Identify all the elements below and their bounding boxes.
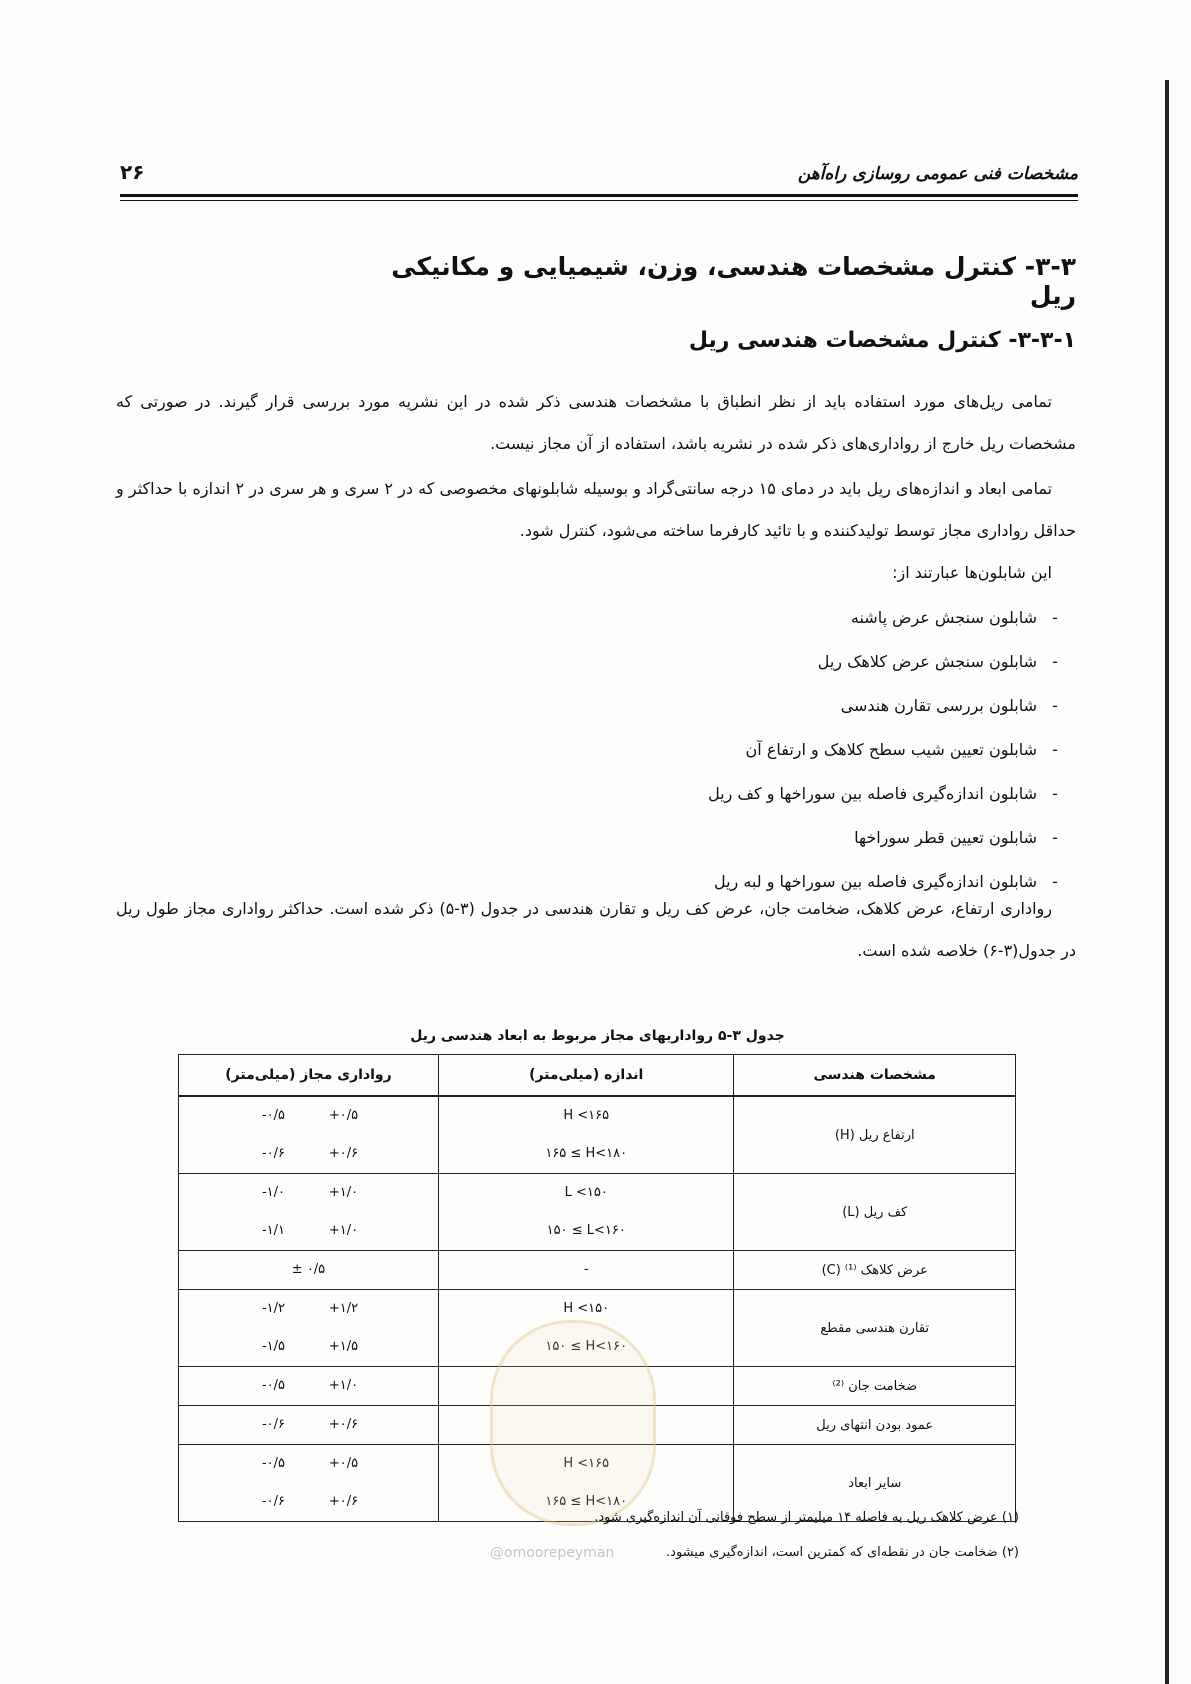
watermark-text: @omoorepeyman: [490, 1545, 615, 1561]
cell-size: [438, 1251, 733, 1290]
header-spec: مشخصات هندسی: [734, 1055, 1016, 1097]
size-value: H <۱۵۰: [563, 1301, 610, 1316]
tolerance-line: [179, 1445, 438, 1483]
header-size: اندازه (میلی‌متر): [438, 1055, 733, 1097]
tolerance-line: [179, 1406, 438, 1444]
tolerance-line: [179, 1212, 438, 1250]
cell-spec: عمود بودن انتهای ریل: [734, 1406, 1016, 1445]
running-title: مشخصات فنی عمومی روسازی راه‌آهن: [797, 164, 1078, 184]
tolerance-line: [179, 1290, 438, 1328]
cell-tolerance: [179, 1096, 439, 1174]
size-value: H <۱۶۵: [563, 1456, 610, 1471]
list-bullet: -: [1052, 828, 1058, 847]
cell-spec: تقارن هندسی مقطع: [734, 1290, 1016, 1367]
cell-spec: عرض کلاهک ⁽¹⁾ (C): [734, 1251, 1016, 1290]
size-value: ۱۶۵ ≤ H<۱۸۰: [545, 1494, 628, 1509]
tolerance-value: -۰/۵: [261, 1456, 285, 1471]
list-bullet: -: [1052, 784, 1058, 803]
paragraph-2: [116, 468, 1076, 552]
tolerance-value: -۰/۶: [261, 1417, 285, 1432]
tolerance-value: +۰/۶: [328, 1494, 359, 1509]
list-bullet: -: [1052, 740, 1058, 759]
tolerance-value: -۱/۲: [261, 1301, 285, 1316]
watermark-seal: [490, 1320, 656, 1526]
header-tolerance: رواداری مجاز (میلی‌متر): [179, 1055, 439, 1097]
tolerance-value: -۰/۵: [261, 1378, 285, 1393]
page-header: [120, 160, 1078, 208]
cell-size: [438, 1174, 733, 1251]
size-value: H <۱۶۵: [563, 1108, 610, 1123]
cell-tolerance: [179, 1367, 439, 1406]
tolerance-value: -۰/۵: [261, 1108, 285, 1123]
tolerance-value: -۱/۰: [261, 1185, 285, 1200]
paragraph-4: [116, 888, 1076, 972]
cell-spec: ارتفاع ریل (H): [734, 1096, 1016, 1174]
tolerance-value: +۰/۶: [328, 1146, 359, 1161]
templates-list: [373, 596, 1073, 904]
tolerance-value: +۱/۰: [328, 1378, 359, 1393]
section-title: ۳-۳- کنترل مشخصات هندسی، وزن، شیمیایی و مکانیکی ریل: [391, 252, 1076, 310]
cell-spec: سایر ابعاد: [734, 1445, 1016, 1522]
list-item: [373, 816, 1073, 860]
tolerance-value: +۰/۵: [328, 1456, 359, 1471]
tolerance-value: +۱/۰: [328, 1223, 359, 1238]
tolerance-value: +۱/۲: [328, 1301, 359, 1316]
subsection-title: ۳-۳-۱- کنترل مشخصات هندسی ریل: [688, 328, 1076, 353]
list-item-text: شابلون اندازه‌گیری فاصله بین سوراخها و کف ریل: [708, 784, 1037, 803]
cell-tolerance: [179, 1406, 439, 1445]
page-edge-bar: [1165, 80, 1169, 1684]
page-number: ۲۶: [120, 160, 145, 184]
list-bullet: -: [1052, 696, 1058, 715]
tolerance-line: [179, 1097, 438, 1135]
list-item: [373, 772, 1073, 816]
tolerance-line: [179, 1328, 438, 1366]
footnote-1: (۱) عرض کلاهک ریل به فاصله ۱۴ میلیمتر از سطح فوقانی آن اندازه‌گیری شود.: [594, 1510, 1019, 1525]
table-row: [179, 1174, 1016, 1251]
list-item-text: شابلون بررسی تقارن هندسی: [840, 696, 1037, 715]
tolerance-line: [179, 1135, 438, 1173]
table-header-row: [179, 1055, 1016, 1097]
tolerance-line: [179, 1367, 438, 1405]
table-row: [179, 1251, 1016, 1290]
tolerance-value: -۰/۶: [261, 1494, 285, 1509]
cell-size: [438, 1096, 733, 1174]
header-rule: [120, 194, 1078, 197]
list-bullet: -: [1052, 652, 1058, 671]
size-value: ۱۵۰ ≤ H<۱۶۰: [545, 1339, 628, 1354]
tolerance-line: [179, 1251, 438, 1289]
tolerance-value: +۱/۵: [328, 1339, 359, 1354]
tolerance-value: -۱/۵: [261, 1339, 285, 1354]
paragraph-2-text: تمامی ابعاد و اندازه‌های ریل باید در دمای ۱۵ درجه سانتی‌گراد و بوسیله شابلونهای مخصوصی که در ۲ سری و هر سری در ۲ اندازه با حداکثر و حداقل رواداری مجاز توسط تولیدکننده و با تائید کارفرما ساخته می‌شود، کنترل شود.: [116, 479, 1076, 540]
table-caption: جدول ۳-۵ رواداریهای مجاز مربوط به ابعاد هندسی ریل: [410, 1028, 785, 1044]
footnote-2: (۲) ضخامت جان در نقطه‌ای که کمترین است، اندازه‌گیری میشود.: [666, 1545, 1019, 1560]
table-row: [179, 1096, 1016, 1174]
size-value: L <۱۵۰: [564, 1185, 608, 1200]
list-bullet: -: [1052, 872, 1058, 891]
paragraph-3: [116, 552, 1076, 594]
list-item-text: شابلون تعیین شیب سطح کلاهک و ارتفاع آن: [745, 740, 1037, 759]
size-value: -: [583, 1262, 589, 1277]
tolerance-value: +۰/۵: [328, 1108, 359, 1123]
paragraph-1: [116, 381, 1076, 465]
list-item: [373, 640, 1073, 684]
list-item: [373, 728, 1073, 772]
cell-tolerance: [179, 1290, 439, 1367]
list-item-text: شابلون تعیین قطر سوراخها: [854, 828, 1037, 847]
cell-tolerance: [179, 1174, 439, 1251]
paragraph-3-text: این شابلون‌ها عبارتند از:: [892, 563, 1052, 582]
list-item: [373, 684, 1073, 728]
tolerance-value: +۱/۰: [328, 1185, 359, 1200]
cell-spec: کف ریل (L): [734, 1174, 1016, 1251]
tolerance-value: ± ۰/۵: [291, 1262, 326, 1277]
paragraph-1-text: تمامی ریل‌های مورد استفاده باید از نظر انطباق با مشخصات هندسی ذکر شده در این نشریه مورد بررسی قرار گیرند. در صورتی که مشخصات ریل خارج از رواداری‌های ذکر شده در نشریه باشد، استفاده از آن مجاز نیست.: [116, 392, 1076, 453]
cell-spec: ضخامت جان ⁽²⁾: [734, 1367, 1016, 1406]
tolerance-value: +۰/۶: [328, 1417, 359, 1432]
list-item-text: شابلون سنجش عرض کلاهک ریل: [817, 652, 1037, 671]
tolerance-value: -۱/۱: [261, 1223, 285, 1238]
list-item-text: شابلون اندازه‌گیری فاصله بین سوراخها و لبه ریل: [713, 872, 1037, 891]
header-rule-thin: [120, 200, 1078, 201]
cell-tolerance: [179, 1251, 439, 1290]
list-item-text: شابلون سنجش عرض پاشنه: [850, 608, 1037, 627]
paragraph-4-text: رواداری ارتفاع، عرض کلاهک، ضخامت جان، عرض کف ریل و تقارن هندسی در جدول (۳-۵) ذکر شده است. حداکثر رواداری مجاز طول ریل در جدول(۳-۶) خلاصه شده است.: [116, 899, 1076, 960]
size-value: ۱۶۵ ≤ H<۱۸۰: [545, 1146, 628, 1161]
list-item: [373, 596, 1073, 640]
size-value: ۱۵۰ ≤ L<۱۶۰: [546, 1223, 626, 1238]
tolerance-value: -۰/۶: [261, 1146, 285, 1161]
list-bullet: -: [1052, 608, 1058, 627]
tolerance-line: [179, 1174, 438, 1212]
